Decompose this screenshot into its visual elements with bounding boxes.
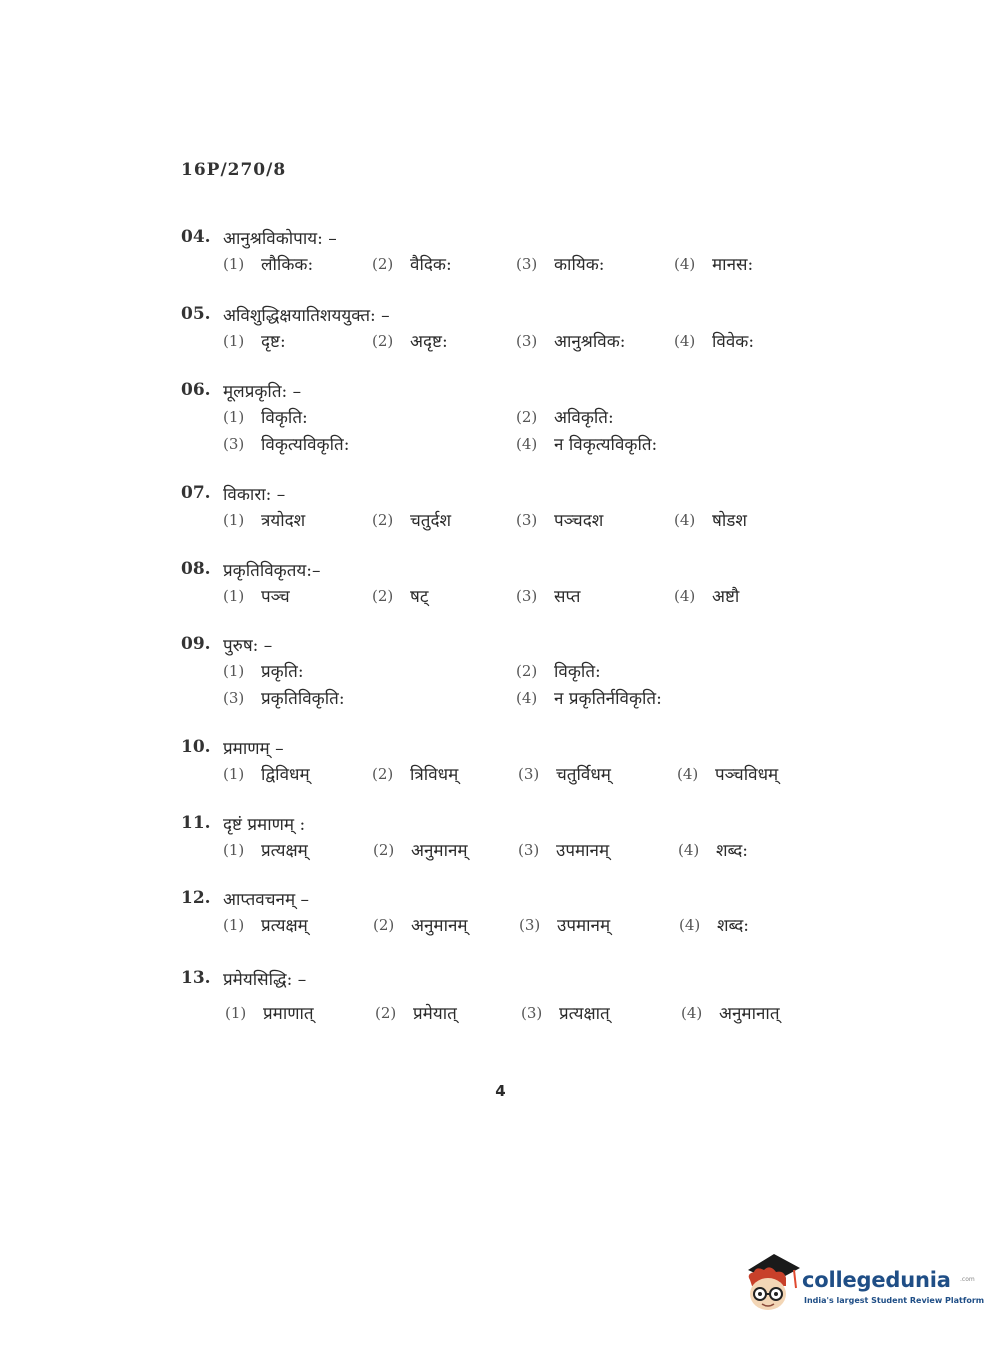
option-4: (4) शब्द:	[679, 915, 749, 936]
question-13	[181, 965, 821, 1026]
option-4: (4) विवेक:	[674, 331, 755, 352]
question-text: अविशुद्धिक्षयातिशययुक्त: –	[223, 305, 390, 326]
page-number: 4	[495, 1082, 506, 1100]
option-2: (2) प्रमेयात्	[375, 1003, 457, 1024]
option-1: (1) विकृति:	[223, 407, 308, 428]
option-1: (1) प्रत्यक्षम्	[223, 840, 308, 861]
option-3: (3) पञ्चदश	[516, 510, 604, 531]
option-3: (3) प्रत्यक्षात्	[521, 1003, 610, 1024]
question-text: पुरुष: –	[223, 635, 273, 656]
question-text: प्रमेयसिद्धि: –	[223, 969, 307, 990]
option-2: (2) अदृष्ट:	[372, 331, 448, 352]
question-number: 12.	[181, 888, 211, 908]
question-text: मूलप्रकृति: –	[223, 381, 302, 402]
option-1: (1) पञ्च	[223, 586, 290, 607]
question-number: 13.	[181, 968, 211, 988]
option-2: (2) अनुमानम्	[373, 840, 468, 861]
question-number: 07.	[181, 483, 211, 503]
option-1: (1) प्रमाणात्	[225, 1003, 314, 1024]
option-2: (2) अनुमानम्	[373, 915, 468, 936]
question-number: 04.	[181, 227, 211, 247]
option-1: (1) प्रत्यक्षम्	[223, 915, 308, 936]
option-3: (3) कायिक:	[516, 254, 605, 275]
question-text: आप्तवचनम् –	[223, 889, 310, 910]
question-06	[181, 377, 821, 457]
option-4: (4) शब्द:	[678, 840, 748, 861]
question-text: प्रकृतिविकृतय:–	[223, 560, 321, 581]
option-1: (1) लौकिक:	[223, 254, 314, 275]
option-2: (2) वैदिक:	[372, 254, 452, 275]
paper-code: 16P/270/8	[181, 160, 287, 180]
question-text: आनुश्रविकोपाय: –	[223, 228, 337, 249]
option-2: (2) विकृति:	[516, 661, 601, 682]
option-4: (4) अनुमानात्	[681, 1003, 780, 1024]
option-4: (4) न प्रकृतिर्नविकृति:	[516, 688, 662, 709]
question-07	[181, 480, 821, 533]
question-12	[181, 885, 821, 938]
question-number: 05.	[181, 304, 211, 324]
option-3: (3) चतुर्विधम्	[518, 764, 611, 785]
question-09	[181, 631, 821, 711]
option-4: (4) न विकृत्यविकृति:	[516, 434, 658, 455]
question-11	[181, 810, 821, 863]
question-04	[181, 224, 821, 277]
option-2: (2) षट्	[372, 586, 429, 607]
logo-wordmark: collegedunia	[802, 1268, 951, 1292]
option-4: (4) पञ्चविधम्	[677, 764, 779, 785]
option-4: (4) षोडश	[674, 510, 747, 531]
option-1: (1) प्रकृति:	[223, 661, 304, 682]
option-1: (1) द्विविधम्	[223, 764, 310, 785]
option-3: (3) सप्त	[516, 586, 581, 607]
option-3: (3) आनुश्रविक:	[516, 331, 626, 352]
option-3: (3) उपमानम्	[518, 840, 610, 861]
option-2: (2) त्रिविधम्	[372, 764, 459, 785]
option-4: (4) अष्टौ	[674, 586, 740, 607]
option-3: (3) उपमानम्	[519, 915, 611, 936]
question-text: दृष्टं प्रमाणम् :	[223, 814, 306, 835]
logo-tagline: India's largest Student Review Platform	[804, 1296, 985, 1305]
option-3: (3) विकृत्यविकृति:	[223, 434, 350, 455]
question-number: 08.	[181, 559, 211, 579]
option-2: (2) अविकृति:	[516, 407, 614, 428]
mascot-icon	[742, 1248, 802, 1318]
question-08	[181, 556, 821, 609]
option-1: (1) त्रयोदश	[223, 510, 306, 531]
option-1: (1) दृष्ट:	[223, 331, 286, 352]
question-number: 10.	[181, 737, 211, 757]
option-4: (4) मानस:	[674, 254, 754, 275]
collegedunia-logo[interactable]	[742, 1248, 985, 1318]
question-text: विकारा: –	[223, 484, 286, 505]
logo-domain-suffix: .com	[960, 1276, 975, 1283]
question-number: 11.	[181, 813, 211, 833]
option-3: (3) प्रकृतिविकृति:	[223, 688, 345, 709]
question-10	[181, 734, 821, 787]
question-05	[181, 301, 821, 354]
question-number: 06.	[181, 380, 211, 400]
question-number: 09.	[181, 634, 211, 654]
question-text: प्रमाणम् –	[223, 738, 284, 759]
option-2: (2) चतुर्दश	[372, 510, 452, 531]
